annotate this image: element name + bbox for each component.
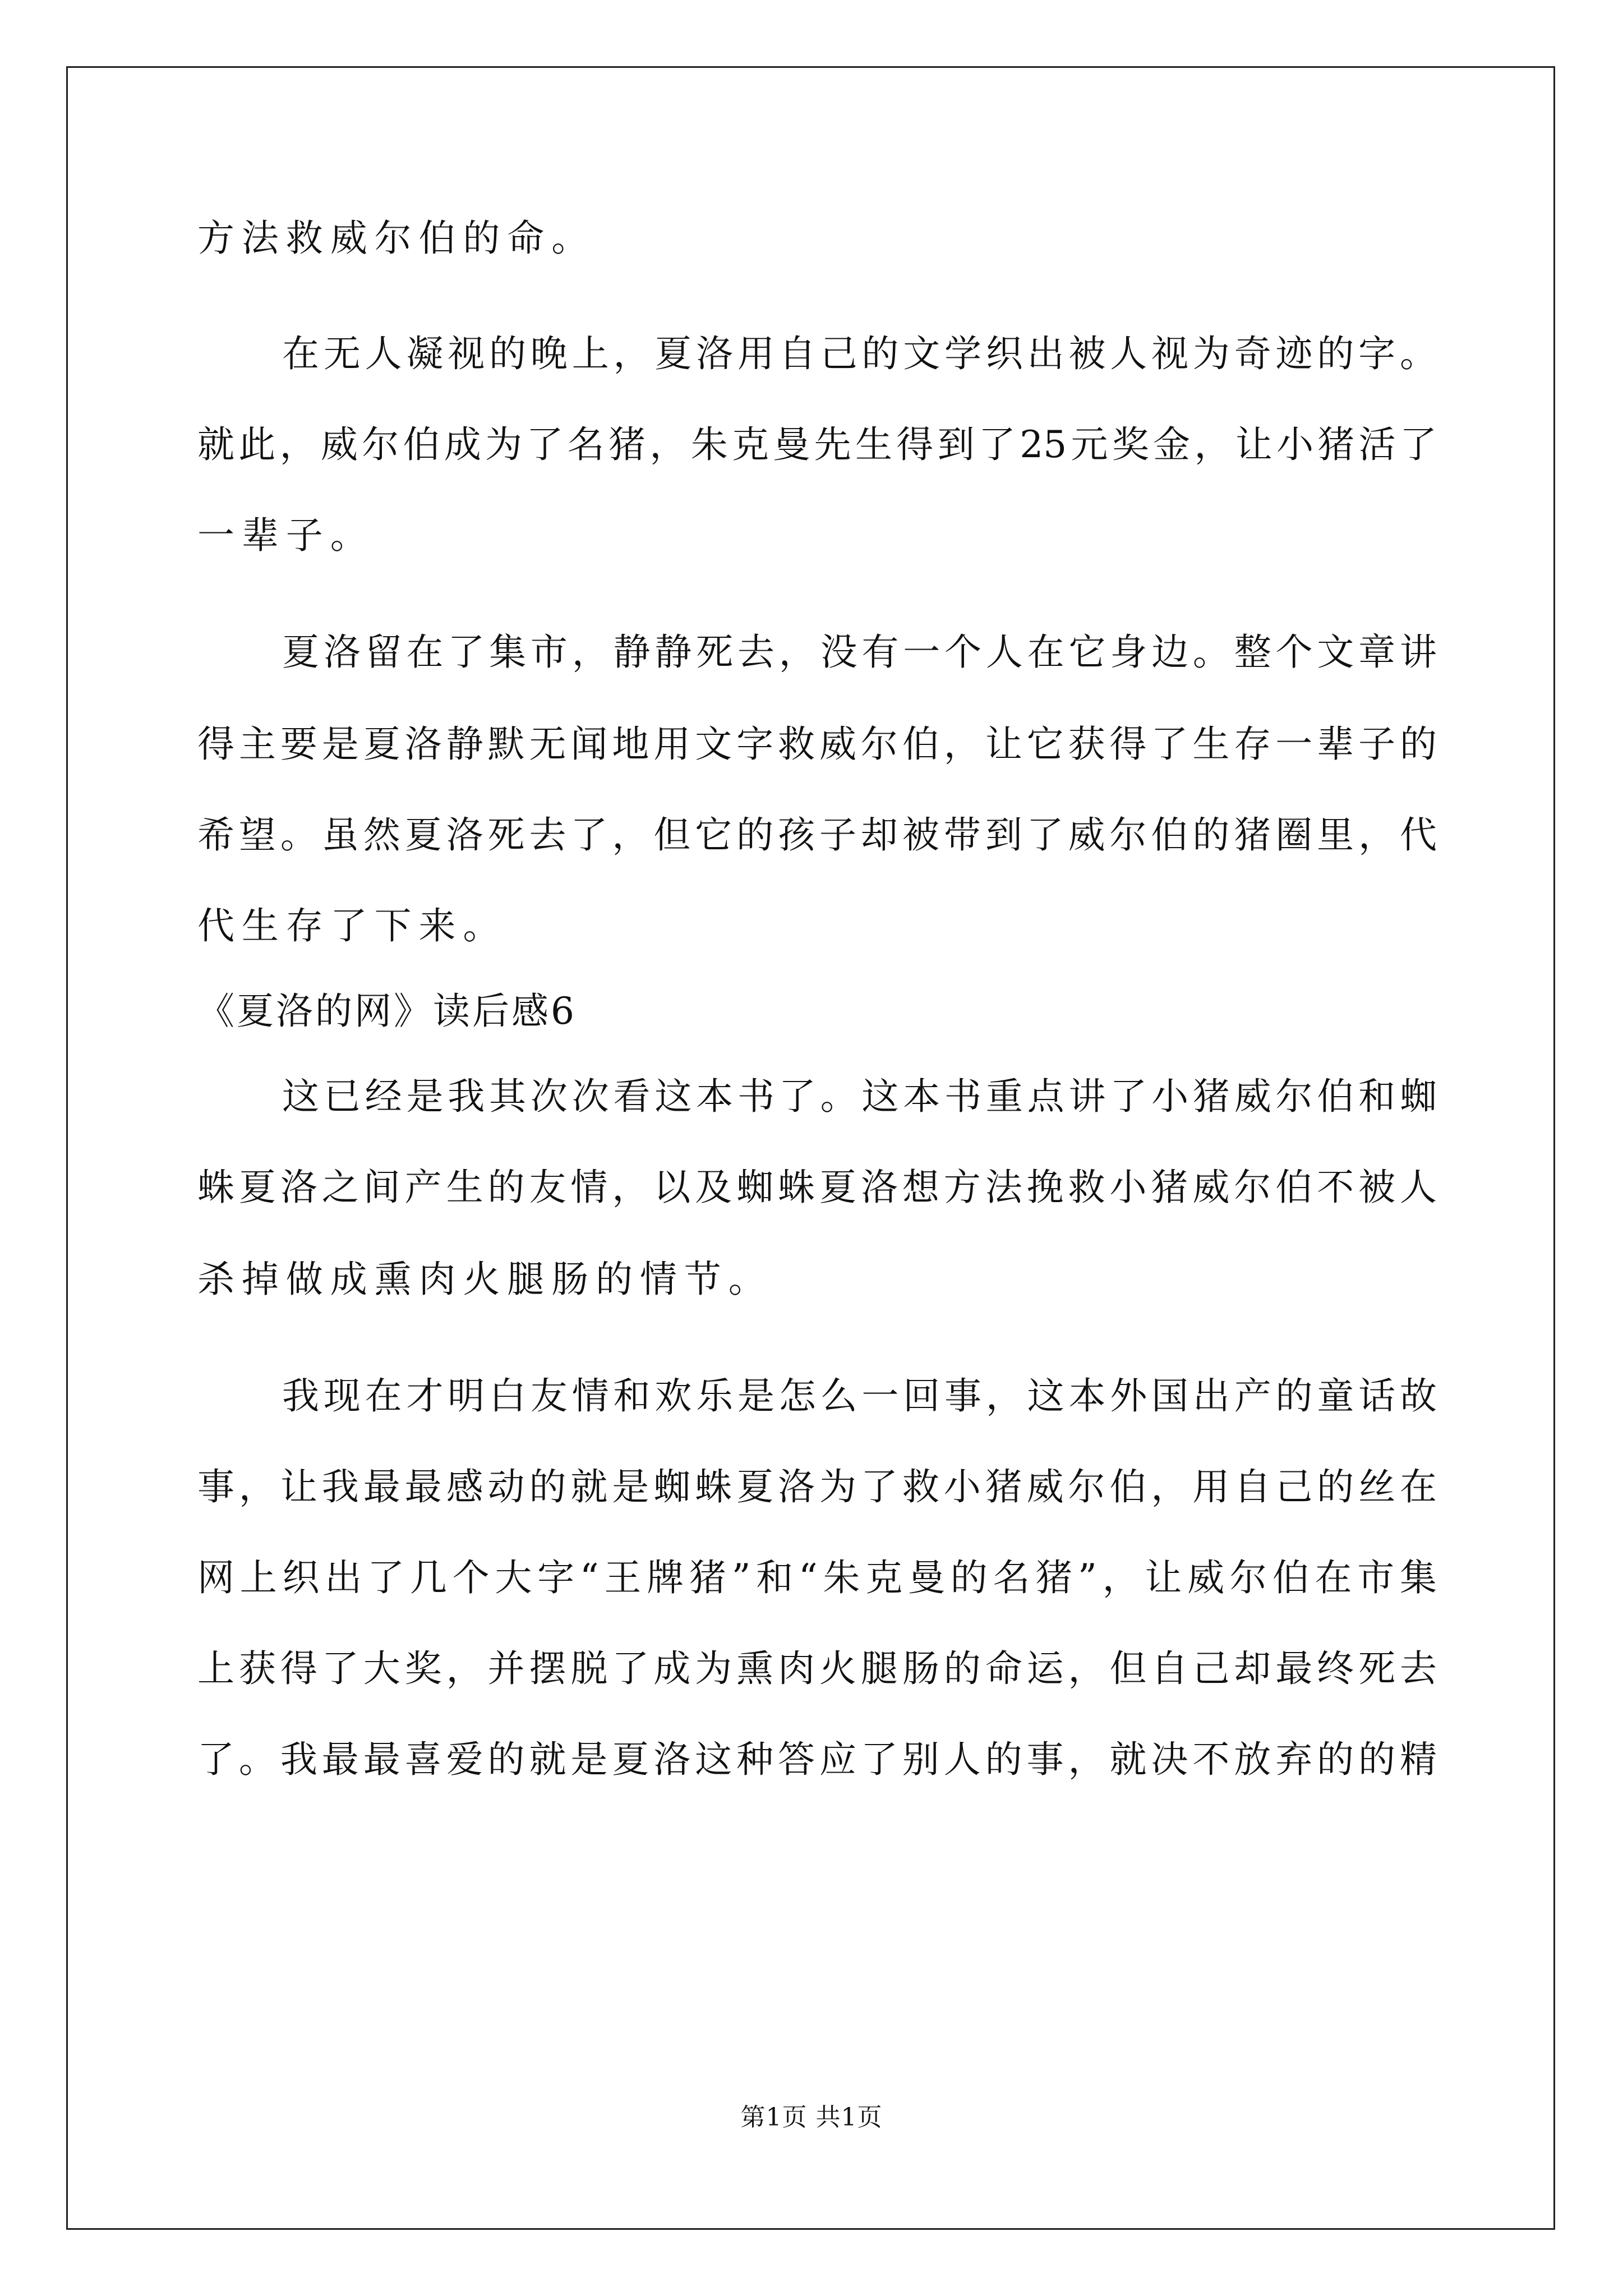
paragraph-line: 得主要是夏洛静默无闻地用文字救威尔伯，让它获得了生存一辈子的 <box>197 723 1437 766</box>
paragraph-line: 就此，威尔伯成为了名猪，朱克曼先生得到了25元奖金，让小猪活了 <box>197 423 1437 466</box>
paragraph-line: 事，让我最最感动的就是蜘蛛夏洛为了救小猪威尔伯，用自己的丝在 <box>197 1465 1437 1508</box>
paragraph-line: 这已经是我其次次看这本书了。这本书重点讲了小猪威尔伯和蜘 <box>282 1075 1437 1118</box>
paragraph-line: 代生存了下来。 <box>197 904 508 947</box>
paragraph-line: 蛛夏洛之间产生的友情，以及蜘蛛夏洛想方法挽救小猪威尔伯不被人 <box>197 1166 1437 1209</box>
paragraph-line: 一辈子。 <box>197 514 375 557</box>
section-heading: 《夏洛的网》读后感6 <box>197 990 577 1033</box>
paragraph-line: 希望。虽然夏洛死去了，但它的孩子却被带到了威尔伯的猪圈里，代 <box>197 813 1437 857</box>
paragraph-line: 上获得了大奖，并摆脱了成为熏肉火腿肠的命运，但自己却最终死去 <box>197 1647 1437 1690</box>
page-border <box>66 66 1555 2230</box>
page-footer: 第1页 共1页 <box>740 2103 883 2132</box>
paragraph-line: 方法救威尔伯的命。 <box>197 217 596 260</box>
paragraph-line: 在无人凝视的晚上，夏洛用自己的文学织出被人视为奇迹的字。 <box>282 332 1437 375</box>
paragraph-line: 杀掉做成熏肉火腿肠的情节。 <box>197 1258 773 1301</box>
paragraph-line: 夏洛留在了集市，静静死去，没有一个人在它身边。整个文章讲 <box>282 631 1437 674</box>
paragraph-line: 我现在才明白友情和欢乐是怎么一回事，这本外国出产的童话故 <box>282 1374 1437 1418</box>
paragraph-line: 网上织出了几个大字“王牌猪”和“朱克曼的名猪”，让威尔伯在市集 <box>197 1556 1437 1599</box>
paragraph-line: 了。我最最喜爱的就是夏洛这种答应了别人的事，就决不放弃的的精 <box>197 1738 1437 1781</box>
